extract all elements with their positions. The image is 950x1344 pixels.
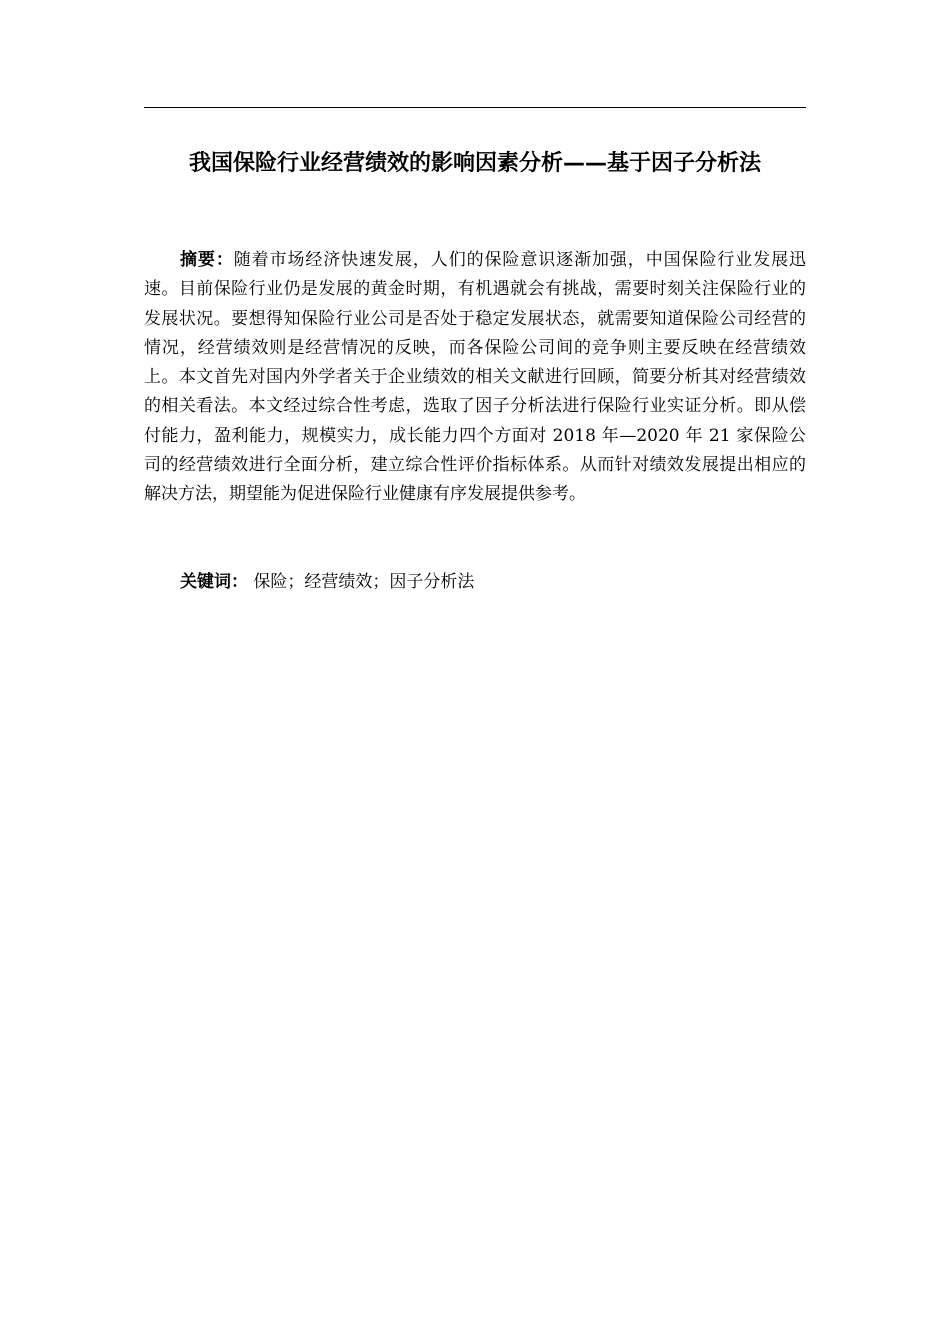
keywords-line: [144, 568, 806, 597]
abstract-paragraph: [144, 246, 806, 510]
abstract-label: 摘要：: [180, 250, 234, 270]
document-title: 我国保险行业经营绩效的影响因素分析——基于因子分析法: [188, 151, 761, 176]
header-rule: [144, 107, 806, 108]
keywords-text: 保险；经营绩效；因子分析法: [248, 572, 475, 592]
keywords-label: 关键词：: [180, 572, 248, 592]
abstract-text: 随着市场经济快速发展，人们的保险意识逐渐加强，中国保险行业发展迅速。目前保险行业仍是发展的黄金时期，有机遇就会有挑战，需要时刻关注保险行业的发展状况。要想得知保险行业公司是否处于稳定发展状态，就需要知道保险公司经营的情况，经营绩效则是经营情况的反映，而各保险公司间的竞争则主要反映在经营绩效上。本文首先对国内外学者关于企业绩效的相关文献进行回顾，简要分析其对经营绩效的相关看法。本文经过综合性考虑，选取了因子分析法进行保险行业实证分析。即从偿付能力，盈利能力，规模实力，成长能力四个方面对 2018 年—2020 年 21 家保险公司的经营绩效进行全面分析，建立综合性评价指标体系。从而针对绩效发展提出相应的解决方法，期望能为促进保险行业健康有序发展提供参考。: [144, 250, 807, 505]
